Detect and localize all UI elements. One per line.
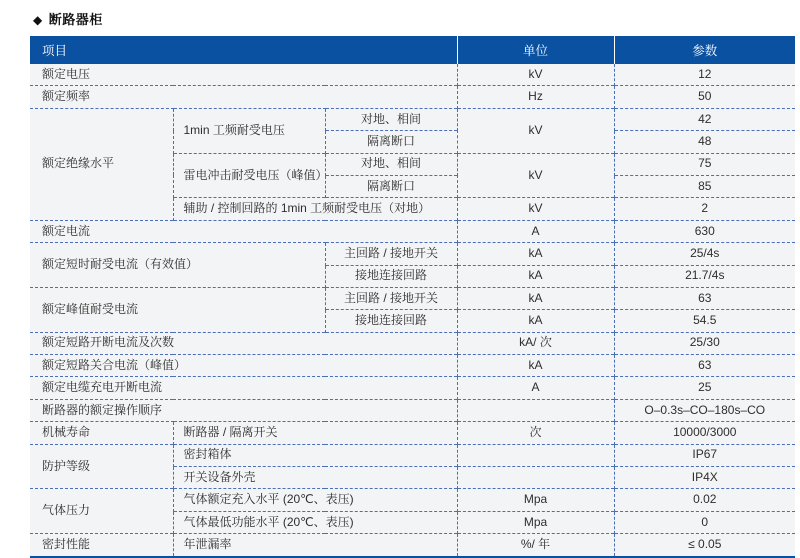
cell-unit: 次 [457,422,614,444]
cell-param: IP67 [614,444,795,466]
cell-param: 50 [614,86,795,108]
cell-unit: A [457,220,614,242]
diamond-bullet-icon: ◆ [33,13,43,27]
cell-unit: Hz [457,86,614,108]
cell-param: 48 [614,131,795,153]
row-rated-voltage [30,64,795,86]
row-peak-main [30,287,795,309]
cell-unit: kA [457,243,614,265]
cell-sub-sealed-box: 密封箱体 [173,444,457,466]
cell-unit: kA [457,355,614,377]
cell-sub-auxiliary: 辅助 / 控制回路的 1min 工频耐受电压（对地） [173,198,457,220]
cell-param: 54.5 [614,310,795,332]
cell-param: 25/30 [614,332,795,354]
cell-item: 额定短路开断电流及次数 [30,332,457,354]
cell-unit: kV [457,153,614,198]
cell-param: 42 [614,108,795,130]
cell-sub-rated-filling: 气体额定充入水平 (20℃、表压) [173,489,457,511]
cell-param: IP4X [614,467,795,489]
cell-unit: %/ 年 [457,534,614,557]
cell-sub-breaker-disconnector: 断路器 / 隔离开关 [173,422,457,444]
cell-param: 85 [614,175,795,197]
cell-param: 630 [614,220,795,242]
cell-item: 额定电压 [30,64,457,86]
cell-param: 21.7/4s [614,265,795,287]
cell-unit [457,399,614,421]
cell-item-insulation: 额定绝缘水平 [30,108,173,220]
cell-sub2-earthing-circuit: 接地连接回路 [325,265,457,287]
cell-param: 75 [614,153,795,175]
row-short-time-main [30,243,795,265]
header-row [30,36,795,64]
cell-item-gas-pressure: 气体压力 [30,489,173,534]
cell-item: 额定短路关合电流（峰值） [30,355,457,377]
cell-item-protection: 防护等级 [30,444,173,489]
row-protection-sealed-box [30,444,795,466]
cell-sub2-earth-phase: 对地、相间 [325,153,457,175]
cell-sub-min-functional: 气体最低功能水平 (20℃、表压) [173,511,457,533]
cell-item-sealing: 密封性能 [30,534,173,557]
cell-item-peak: 额定峰值耐受电流 [30,287,325,332]
cell-item: 额定电流 [30,220,457,242]
row-operating-sequence [30,399,795,421]
row-cable-charging [30,377,795,399]
cell-sub2-earthing-circuit: 接地连接回路 [325,310,457,332]
cell-param: 0.02 [614,489,795,511]
cell-unit [457,467,614,489]
cell-unit: kV [457,198,614,220]
header-item: 项目 [30,36,457,64]
cell-sub2-isolating-break: 隔离断口 [325,131,457,153]
row-mechanical-life [30,422,795,444]
cell-param: 0 [614,511,795,533]
cell-unit: kV [457,64,614,86]
page-title-text: 断路器柜 [48,12,103,27]
cell-unit: Mpa [457,489,614,511]
cell-param: 25/4s [614,243,795,265]
cell-sub-lightning: 雷电冲击耐受电压（峰值） [173,153,325,198]
cell-param: ≤ 0.05 [614,534,795,557]
header-param: 参数 [614,36,795,64]
page-title [0,0,800,28]
cell-item-short-time: 额定短时耐受电流（有效值） [30,243,325,288]
cell-unit: A [457,377,614,399]
cell-param: 63 [614,355,795,377]
cell-unit: kA/ 次 [457,332,614,354]
cell-param: 63 [614,287,795,309]
spec-table [30,36,795,558]
row-breaking-current [30,332,795,354]
row-gas-rated-filling [30,489,795,511]
cell-item: 额定频率 [30,86,457,108]
cell-param: 2 [614,198,795,220]
row-rated-current [30,220,795,242]
row-making-current [30,355,795,377]
cell-sub-annual-leakage: 年泄漏率 [173,534,457,557]
cell-sub-enclosure: 开关设备外壳 [173,467,457,489]
cell-param: 25 [614,377,795,399]
cell-sub2-earth-phase: 对地、相间 [325,108,457,130]
cell-unit: kA [457,265,614,287]
cell-item: 额定电缆充电开断电流 [30,377,457,399]
cell-unit: kA [457,310,614,332]
cell-sub2-isolating-break: 隔离断口 [325,175,457,197]
cell-unit: kA [457,287,614,309]
cell-param: 10000/3000 [614,422,795,444]
cell-unit [457,444,614,466]
cell-sub2-main-circuit: 主回路 / 接地开关 [325,243,457,265]
cell-param: O–0.3s–CO–180s–CO [614,399,795,421]
row-rated-frequency [30,86,795,108]
header-unit: 单位 [457,36,614,64]
row-sealing [30,534,795,557]
cell-unit: kV [457,108,614,153]
row-insulation-pf-earth [30,108,795,130]
cell-sub2-main-circuit: 主回路 / 接地开关 [325,287,457,309]
cell-unit: Mpa [457,511,614,533]
cell-sub-power-freq: 1min 工频耐受电压 [173,108,325,153]
cell-item-mechanical-life: 机械寿命 [30,422,173,444]
cell-param: 12 [614,64,795,86]
cell-item: 断路器的额定操作顺序 [30,399,457,421]
